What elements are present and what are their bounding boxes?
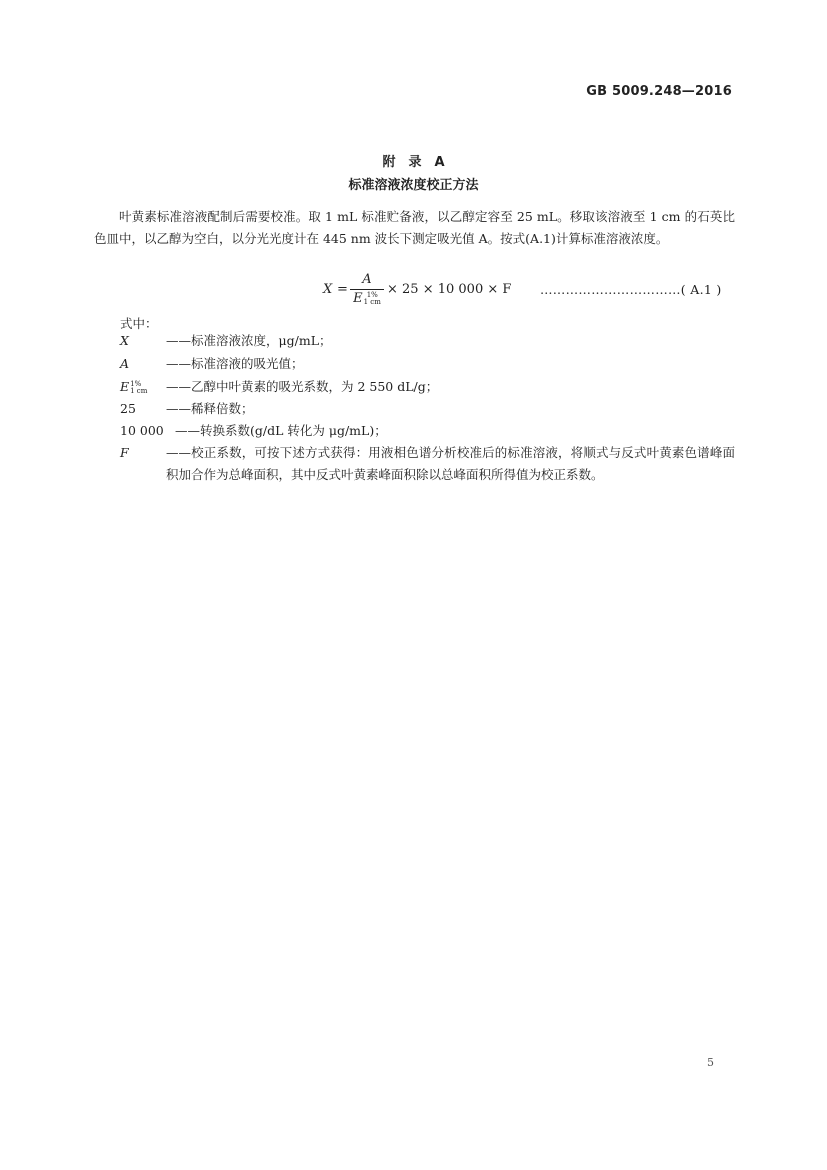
appendix-title: 标准溶液浓度校正方法 (348, 178, 479, 193)
definition-x (120, 330, 735, 352)
definition-text: ——稀释倍数； (166, 401, 254, 416)
definition-symbol: 10 000 (120, 423, 164, 438)
definition-text: ——标准溶液的吸光值； (166, 356, 304, 371)
formula-rhs: × 25 × 10 000 × F (387, 282, 512, 297)
definition-symbol: E 1% 1 cm (120, 379, 148, 395)
formula-numerator: A (362, 272, 372, 287)
formula-lhs: X (323, 282, 333, 297)
definition-text: ——转换系数(g/dL 转化为 μg/mL)； (175, 423, 387, 438)
definition-symbol: 25 (120, 401, 136, 416)
fraction-bar (350, 289, 384, 290)
definition-text: ——乙醇中叶黄素的吸光系数，为 2 550 dL/g； (166, 379, 439, 394)
definition-f (120, 442, 735, 508)
definition-a (120, 353, 735, 375)
definition-symbol: A (120, 356, 130, 371)
page-number: 5 (707, 1056, 714, 1069)
appendix-label: 附 录 A (382, 155, 445, 170)
definition-25 (120, 398, 735, 420)
definition-e (120, 376, 735, 398)
standard-number: GB 5009.248—2016 (586, 84, 732, 99)
definition-text: ——标准溶液浓度，μg/mL； (166, 333, 332, 348)
formula-fraction (350, 272, 384, 307)
formula-equals: = (337, 282, 348, 297)
formula-number: ……………………………( A.1 ) (540, 282, 722, 297)
formula-a1 (323, 272, 543, 312)
where-label: 式中： (120, 316, 158, 331)
formula-denominator: E 1% 1 cm (353, 291, 381, 306)
definition-symbol: X (120, 333, 129, 348)
definition-10000 (120, 420, 735, 442)
definition-text: ——校正系数，可按下述方式获得：用液相色谱分析校准后的标准溶液，将顺式与反式叶黄素色谱峰面积加合作为总峰面积，其中反式叶黄素峰面积除以总峰面积所得值为校正系数。 (166, 445, 735, 482)
definition-symbol: F (120, 445, 129, 460)
intro-paragraph: 叶黄素标准溶液配制后需要校准。取 1 mL 标准贮备液，以乙醇定容至 25 mL。移取该溶液至 1 cm 的石英比色皿中，以乙醇为空白，以分光光度计在 445 nm 波长下测定吸光值 A。按式(A.1)计算标准溶液浓度。 (94, 209, 735, 246)
